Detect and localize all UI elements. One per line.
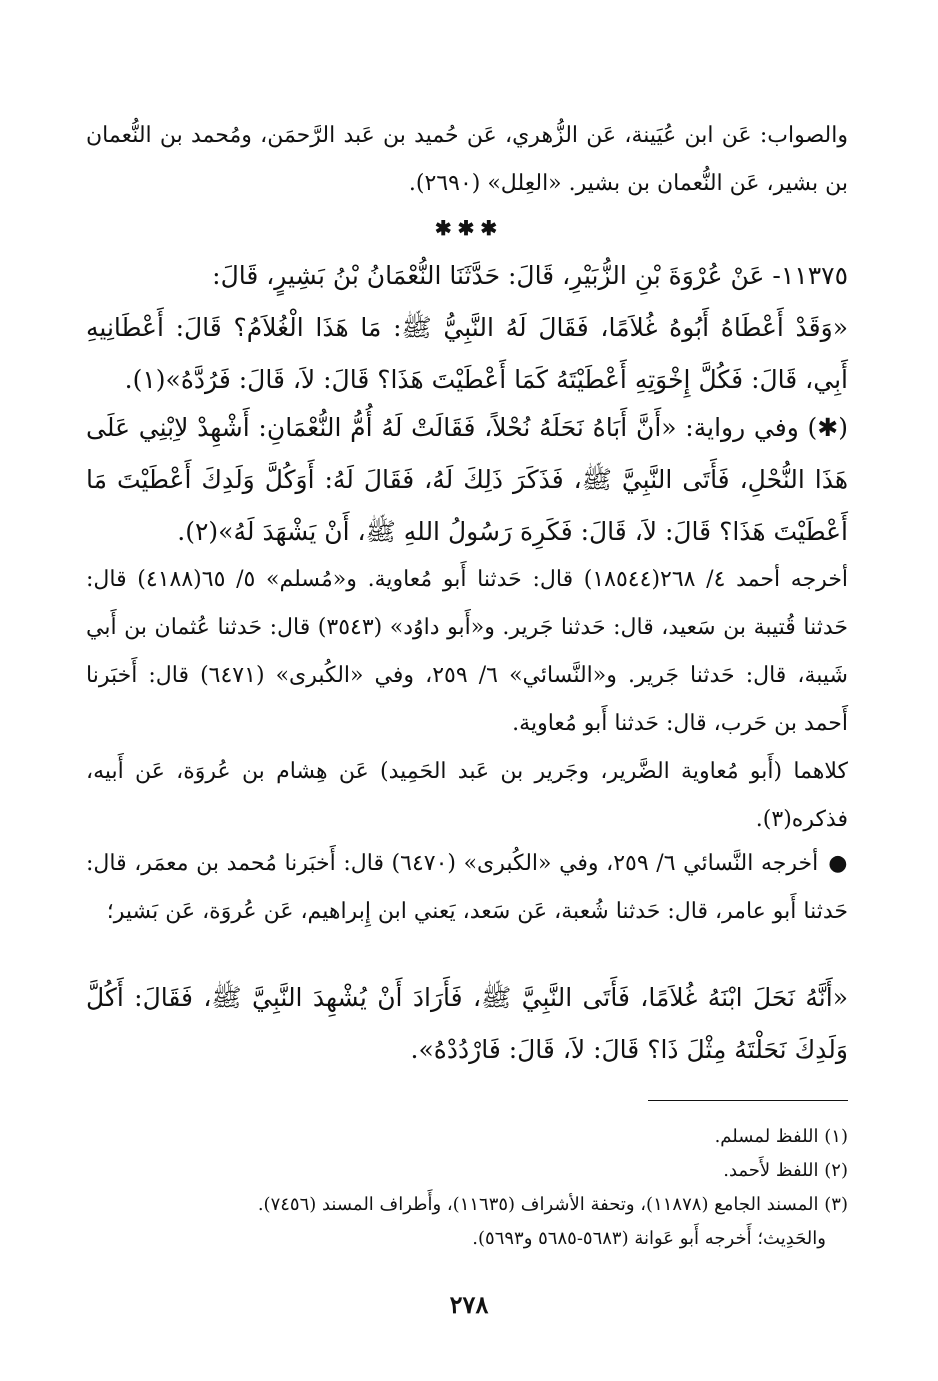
footnote-separator	[648, 1100, 848, 1101]
isnad-summary-paragraph: كلاهما (أَبو مُعاوية الضَّرير، وجَرير بن عَبد الحَمِيد) عَن هِشام بن عُروَة، عَن أَبيه، فذكره(٣).	[86, 759, 848, 832]
hadith-heading: ١١٣٧٥- عَنْ عُرْوَةَ بْنِ الزُّبَيْرِ، قَالَ: حَدَّثَنَا النُّعْمَانُ بْنُ بَشِيرٍ، قَالَ:	[212, 261, 848, 290]
hadith-text-third: «أَنَّهُ نَحَلَ ابْنَهُ غُلاَمًا، فَأَتَى النَّبِيَّ ﷺ، فَأَرَادَ أَنْ يُشْهِدَ النَّبِيَّ ﷺ، فَقَالَ: أَكُلَّ وَلَدِكَ نَحَلْتَهُ مِثْلَ ذَا؟ قَالَ: لاَ، قَالَ: فَارْدُدْهُ».	[86, 983, 848, 1064]
footnotes	[86, 1120, 848, 1256]
footnote-3: (٣) المسند الجامع (١١٨٧٨)، وتحفة الأشراف (١١٦٣٥)، وأَطراف المسند (٧٤٥٦).	[257, 1194, 848, 1215]
hadith-text-variant: (✱) وفي رواية: «أَنَّ أَبَاهُ نَحَلَهُ نُحْلاً، فَقَالَتْ لَهُ أُمُّ النُّعْمَانِ: أَشْهِدْ لاِبْنِي عَلَى هَذَا النُّحْلِ، فَأَتَى النَّبِيَّ ﷺ، فَذَكَرَ ذَلِكَ لَهُ، فَقَالَ لَهُ: أَوَكُلَّ وَلَدِكَ أَعْطَيْتَ مَا أَعْطَيْتَ هَذَا؟ قَالَ: لاَ، قَالَ: فَكَرِهَ رَسُولُ اللهِ ﷺ، أَنْ يَشْهَدَ لَهُ»(٢).	[86, 413, 848, 546]
bullet-icon: ●	[828, 851, 848, 876]
section-divider-stars: ✱✱✱	[434, 216, 504, 240]
takhrij-paragraph: أخرجه أحمد ٤/ ٢٦٨(١٨٥٤٤) قال: حَدثنا أَبو مُعاوية. و«مُسلم» ٥/ ٦٥(٤١٨٨) قال: حَدثنا قُتيبة بن سَعيد، قال: حَدثنا جَرير. و«أَبو داوُد» (٣٥٤٣) قال: حَدثنا عُثمان بن أَبي شَيبة، قال: حَدثنا جَرير. و«النَّسائي» ٦/ ٢٥٩، وفي «الكُبرى» (٦٤٧١) قال: أَخبَرنا أَحمد بن حَرب، قال: حَدثنا أَبو مُعاوية.	[86, 567, 849, 736]
footnote-1: (١) اللفظ لمسلم.	[714, 1126, 848, 1147]
hadith-text-main: «وَقَدْ أَعْطَاهُ أَبُوهُ غُلاَمًا، فَقَالَ لَهُ النَّبِيُّ ﷺ: مَا هَذَا الْغُلاَمُ؟ قَالَ: أَعْطَانِيهِ أَبِي، قَالَ: فَكُلَّ إِخْوَتِهِ أَعْطَيْتَهُ كَمَا أَعْطَيْتَ هَذَا؟ قَالَ: لاَ، قَالَ: فَرُدَّهُ»(١).	[86, 313, 848, 394]
page-number: ٢٧٨	[449, 1290, 489, 1319]
footnote-3-continuation: والحَدِيث؛ أَخرجه أَبو عَوانة (٥٦٨٣-٥٦٨٥ و٥٦٩٣).	[472, 1228, 826, 1249]
correction-paragraph: والصواب: عَن ابن عُيَينة، عَن الزُّهري، عَن حُميد بن عَبد الرَّحمَن، ومُحمد بن النُّعمان بن بشير، عَن النُّعمان بن بشير. «العِلل» (٢٦٩٠).	[86, 123, 848, 196]
bullet-paragraph	[86, 840, 868, 936]
footnote-2: (٢) اللفظ لأَحمد.	[723, 1160, 848, 1181]
bullet-paragraph-text: أخرجه النَّسائي ٦/ ٢٥٩، وفي «الكُبرى» (٦٤٧٠) قال: أَخبَرنا مُحمد بن معمَر، قال: حَدثنا أَبو عامر، قال: حَدثنا شُعبة، عَن سَعد، يَعني ابن إِبراهيم، عَن عُروَة، عَن بَشير؛	[86, 851, 848, 924]
